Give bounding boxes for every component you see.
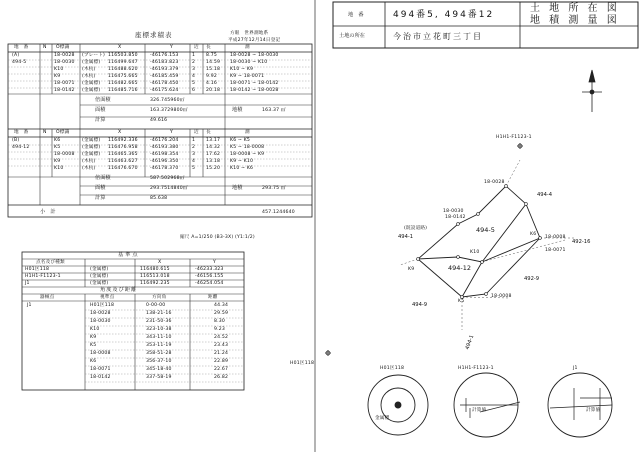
benchmark-title: 基準点 bbox=[118, 252, 140, 258]
angle-distance: 44.34 bbox=[214, 303, 229, 308]
angle-distance: 22.67 bbox=[214, 367, 229, 372]
parcel-label-492-16: 492-16 bbox=[572, 239, 591, 245]
row-marker: (木杭) bbox=[82, 166, 96, 171]
pt-k9: K9 bbox=[408, 267, 415, 272]
row-point: 18-0008 bbox=[54, 152, 75, 157]
angle-target: K5 bbox=[90, 343, 97, 348]
land-area-value: 163.37 ㎡ bbox=[262, 108, 286, 113]
bm-head-y: Y bbox=[213, 260, 217, 265]
row-point: K9 bbox=[54, 159, 61, 164]
perimeter-value: 85.638 bbox=[150, 196, 168, 201]
benchmark-y: -46156.155 bbox=[195, 274, 224, 279]
row-point: K5 bbox=[54, 145, 61, 150]
land-area-value: 293.75 ㎡ bbox=[262, 186, 286, 191]
angle-direction: 356-37-10 bbox=[146, 359, 172, 364]
angle-direction: 343-11-10 bbox=[146, 335, 172, 340]
row-x: 116476.958 bbox=[108, 145, 138, 150]
perimeter-label: 計算 bbox=[95, 195, 106, 201]
row-edge: K9 ~ 18-0071 bbox=[230, 74, 265, 79]
detail-note-3: 計算値 bbox=[586, 408, 601, 413]
row-x: 116503.850 bbox=[108, 53, 138, 58]
angle-target: 18-0028 bbox=[90, 311, 111, 316]
double-area-label: 倍面積 bbox=[95, 97, 111, 103]
angle-distance: 26.82 bbox=[214, 375, 229, 380]
row-edge: 18-0030 ~ K10 bbox=[230, 60, 268, 65]
row-length: 4.16 bbox=[206, 81, 218, 86]
col-head-x: X bbox=[118, 45, 122, 50]
label-location: 土地の所在 bbox=[339, 33, 365, 39]
row-marker: (プレート) bbox=[82, 53, 105, 58]
area-label: 面積 bbox=[95, 185, 106, 191]
double-area-value: 326.745960㎡ bbox=[150, 98, 185, 103]
parcel-label-494-5: 494-5 bbox=[476, 226, 495, 234]
label-chiban: 地 番 bbox=[348, 12, 364, 18]
row-x: 116485.716 bbox=[108, 88, 138, 93]
benchmark-kind: (金属標) bbox=[90, 267, 109, 272]
angle-target: K9 bbox=[90, 335, 97, 340]
pt-18-0008: 18-0008 bbox=[491, 294, 512, 299]
detail-label-2: H1H1-F1123-1 bbox=[458, 366, 494, 371]
parcel-number: 494-12 bbox=[12, 145, 30, 150]
col-head-marker: O標識 bbox=[56, 45, 70, 50]
row-y: -46178.370 bbox=[150, 166, 179, 171]
row-edge: K6 ~ K5 bbox=[230, 138, 251, 143]
wall-label: (既設道路) bbox=[404, 226, 428, 231]
angle-direction: 138-21-16 bbox=[146, 311, 172, 316]
parcel-label-494-1a: 494-1 bbox=[398, 234, 414, 240]
row-point: 18-0071 bbox=[54, 81, 75, 86]
parcel-mark: (A) bbox=[12, 53, 20, 58]
angle-distance: 9.23 bbox=[214, 327, 226, 332]
row-marker: (金属標) bbox=[82, 145, 101, 150]
row-y: -46196.350 bbox=[150, 159, 179, 164]
row-edge: 18-0142 ~ 18-0028 bbox=[230, 88, 279, 93]
row-marker: (金属標) bbox=[82, 138, 101, 143]
row-edge: 18-0028 ~ 18-0030 bbox=[230, 53, 279, 58]
benchmark-name: H01区118 bbox=[25, 267, 50, 272]
angle-target: K10 bbox=[90, 327, 100, 332]
benchmark-kind: (金属標) bbox=[90, 281, 109, 286]
angle-direction: 231-50-36 bbox=[146, 319, 172, 324]
col-head2-edge: 辺 bbox=[194, 130, 199, 135]
angle-target: K6 bbox=[90, 359, 97, 364]
row-edge-no: 1 bbox=[192, 138, 196, 143]
angle-target: 18-0071 bbox=[90, 367, 111, 372]
col-head2-measure: 測 bbox=[245, 130, 250, 135]
benchmark-kind: (金属標) bbox=[90, 274, 109, 279]
angle-distance: 21.24 bbox=[214, 351, 229, 356]
row-y: -46176.153 bbox=[150, 53, 179, 58]
row-y: -46193.379 bbox=[150, 67, 179, 72]
angle-distance: 24.52 bbox=[214, 335, 229, 340]
benchmark-y: -46233.323 bbox=[195, 267, 224, 272]
benchmark-x: 116480.615 bbox=[140, 267, 170, 272]
angle-direction: 323-10-38 bbox=[146, 327, 172, 332]
row-point: K9 bbox=[54, 74, 61, 79]
scale-note: 縮尺 A=1/250 (B3-3X) (Y1:1/2) bbox=[180, 235, 255, 240]
calc-sheet-date: 平成27年12月14日登記 bbox=[228, 38, 281, 43]
calc-sheet-system: 方眼 世界測地系 bbox=[230, 31, 269, 36]
row-point: 18-0142 bbox=[54, 88, 75, 93]
row-point: K10 bbox=[54, 67, 64, 72]
row-edge-no: 2 bbox=[192, 60, 196, 65]
angle-distance: 8.30 bbox=[214, 319, 226, 324]
row-x: 116482.665 bbox=[108, 81, 138, 86]
col-head2-x: X bbox=[118, 130, 122, 135]
angle-head-distance: 距離 bbox=[208, 295, 218, 300]
row-edge-no: 2 bbox=[192, 145, 196, 150]
col-head-parcel: 地 番 bbox=[14, 45, 29, 50]
row-y: -46183.823 bbox=[150, 60, 179, 65]
pt-18-0142: 18-0142 bbox=[445, 215, 466, 220]
angle-distance: 22.89 bbox=[214, 359, 229, 364]
row-length: 14.32 bbox=[206, 145, 221, 150]
angle-head-station: 器械点 bbox=[40, 295, 55, 300]
angle-target: 18-0008 bbox=[90, 351, 111, 356]
double-area-label: 倍面積 bbox=[95, 175, 111, 181]
subtotal-label: 小 計 bbox=[40, 209, 56, 215]
angle-distance: 29.59 bbox=[214, 311, 229, 316]
row-edge-no: 4 bbox=[192, 159, 196, 164]
row-x: 116492.336 bbox=[108, 138, 138, 143]
row-y: -46193.380 bbox=[150, 145, 179, 150]
row-marker: (金属標) bbox=[82, 88, 101, 93]
row-edge-no: 5 bbox=[192, 81, 196, 86]
col-head-measure: 測 bbox=[245, 45, 250, 50]
parcel-label-492-9: 492-9 bbox=[524, 276, 540, 282]
benchmark-name: J1 bbox=[25, 281, 30, 286]
chiban-value: 494番5, 494番12 bbox=[393, 10, 495, 20]
pt-18-0071: 18-0071 bbox=[545, 248, 566, 253]
parcel-label-494-1b: 494-1 bbox=[464, 334, 476, 351]
title-survey-map: 地 積 測 量 図 bbox=[530, 15, 620, 26]
detail-label-3: J1 bbox=[573, 366, 578, 371]
row-length: 15.20 bbox=[206, 166, 221, 171]
angle-target: H01区118 bbox=[90, 303, 115, 308]
area-label: 面積 bbox=[95, 107, 106, 113]
row-x: 116488.620 bbox=[108, 67, 138, 72]
col-head2-marker: O標識 bbox=[56, 130, 70, 135]
row-marker: (金属標) bbox=[82, 152, 101, 157]
angle-direction: 353-11-19 bbox=[146, 343, 172, 348]
pt-18-0008b: 18-0008 bbox=[545, 235, 566, 240]
col-head-y: Y bbox=[170, 45, 174, 50]
row-y: -46176.204 bbox=[150, 138, 179, 143]
bm-head-x: X bbox=[158, 260, 162, 265]
row-length: 20.18 bbox=[206, 88, 221, 93]
double-area-value: 587.502968㎡ bbox=[150, 176, 185, 181]
detail-note-2: 計算値 bbox=[472, 408, 487, 413]
area-value: 163.3729800㎡ bbox=[150, 108, 188, 113]
calc-sheet-title: 座標求積表 bbox=[135, 31, 173, 39]
angle-title: 角度及び距離 bbox=[100, 287, 138, 293]
pt-18-0030: 18-0030 bbox=[443, 209, 464, 214]
row-edge: 18-0008 ~ K9 bbox=[230, 152, 265, 157]
parcel-label-494-4: 494-4 bbox=[537, 192, 553, 198]
row-marker: (木杭) bbox=[82, 74, 96, 79]
row-edge-no: 4 bbox=[192, 74, 196, 79]
row-x: 116465.365 bbox=[108, 152, 138, 157]
col-head-n: N bbox=[43, 45, 47, 50]
row-point: 18-0028 bbox=[54, 53, 75, 58]
row-edge: 18-0071 ~ 18-0142 bbox=[230, 81, 279, 86]
pt-k10: K10 bbox=[470, 250, 480, 255]
pt-k5: K5 bbox=[458, 299, 465, 304]
row-edge-no: 6 bbox=[192, 88, 196, 93]
angle-direction: 337-58-19 bbox=[146, 375, 172, 380]
row-length: 15.18 bbox=[206, 67, 221, 72]
area-value: 293.7514840㎡ bbox=[150, 186, 188, 191]
row-marker: (金属標) bbox=[82, 81, 101, 86]
benchmark-name: H1H1-F1123-1 bbox=[25, 274, 61, 279]
parcel-label-494-12: 494-12 bbox=[448, 264, 472, 272]
parcel-mark: (B) bbox=[12, 138, 20, 143]
row-y: -46198.354 bbox=[150, 152, 179, 157]
row-edge: K5 ~ 18-0008 bbox=[230, 145, 265, 150]
benchmark-x: 116513.018 bbox=[140, 274, 170, 279]
row-marker: (金属標) bbox=[82, 60, 101, 65]
row-length: 14.59 bbox=[206, 60, 221, 65]
row-point: K10 bbox=[54, 166, 64, 171]
row-edge-no: 3 bbox=[192, 67, 196, 72]
benchmark-mid-label: H01区118 bbox=[290, 361, 315, 366]
pt-18-0028: 18-0028 bbox=[484, 180, 505, 185]
angle-distance: 23.43 bbox=[214, 343, 229, 348]
row-y: -46185.459 bbox=[150, 74, 179, 79]
row-length: 9.92 bbox=[206, 74, 218, 79]
row-edge-no: 3 bbox=[192, 152, 196, 157]
row-x: 116463.627 bbox=[108, 159, 138, 164]
row-length: 13.18 bbox=[206, 159, 221, 164]
detail-note-1: 金属標 bbox=[375, 416, 390, 421]
angle-head-direction: 方向角 bbox=[152, 295, 167, 300]
row-x: 116499.647 bbox=[108, 60, 138, 65]
row-x: 116476.670 bbox=[108, 166, 138, 171]
row-length: 8.75 bbox=[206, 53, 218, 58]
row-marker: (木杭) bbox=[82, 67, 96, 72]
parcel-label-494-9: 494-9 bbox=[412, 302, 428, 308]
row-marker: (木杭) bbox=[82, 159, 96, 164]
row-length: 13.17 bbox=[206, 138, 221, 143]
col-head-edge: 辺 bbox=[194, 45, 199, 50]
perimeter-label: 計算 bbox=[95, 117, 106, 123]
col-head2-parcel: 地 番 bbox=[14, 130, 29, 135]
col-head2-y: Y bbox=[170, 130, 174, 135]
angle-target: 18-0030 bbox=[90, 319, 111, 324]
pt-k6: K6 bbox=[530, 232, 537, 237]
row-y: -46175.624 bbox=[150, 88, 179, 93]
row-edge: K9 ~ K10 bbox=[230, 159, 254, 164]
row-length: 17.62 bbox=[206, 152, 221, 157]
row-edge-no: 5 bbox=[192, 166, 196, 171]
angle-station: J1 bbox=[27, 303, 32, 308]
row-edge-no: 1 bbox=[192, 53, 196, 58]
col-head2-n: N bbox=[43, 130, 47, 135]
angle-direction: 0-00-00 bbox=[146, 303, 166, 308]
row-y: -46178.450 bbox=[150, 81, 179, 86]
benchmark-y: -46254.054 bbox=[195, 281, 224, 286]
row-x: 116475.665 bbox=[108, 74, 138, 79]
col-head2-length: 長 bbox=[206, 130, 211, 135]
benchmark-top-label: H1H1-F1123-1 bbox=[496, 135, 532, 140]
row-edge: K10 ~ K9 bbox=[230, 67, 254, 72]
angle-direction: 358-51-28 bbox=[146, 351, 172, 356]
row-point: 18-0030 bbox=[54, 60, 75, 65]
subtotal-value: 457.1244640 bbox=[262, 210, 295, 215]
land-area-label: 地積 bbox=[232, 185, 243, 191]
perimeter-value: 49.616 bbox=[150, 118, 168, 123]
land-area-label: 地積 bbox=[232, 107, 243, 113]
angle-target: 18-0142 bbox=[90, 375, 111, 380]
angle-direction: 345-18-40 bbox=[146, 367, 172, 372]
benchmark-x: 116492.235 bbox=[140, 281, 170, 286]
title-location-map: 土 地 所 在 図 bbox=[530, 3, 620, 14]
detail-label-1: H01区118 bbox=[380, 366, 405, 371]
location-value: 今治市立花町三丁目 bbox=[393, 32, 483, 41]
bm-head-name: 点名及び種類 bbox=[36, 260, 65, 265]
parcel-number: 494-5 bbox=[12, 60, 27, 65]
row-edge: K10 ~ K6 bbox=[230, 166, 254, 171]
angle-head-target: 視準点 bbox=[100, 295, 115, 300]
row-point: K6 bbox=[54, 138, 61, 143]
col-head-length: 長 bbox=[206, 45, 211, 50]
